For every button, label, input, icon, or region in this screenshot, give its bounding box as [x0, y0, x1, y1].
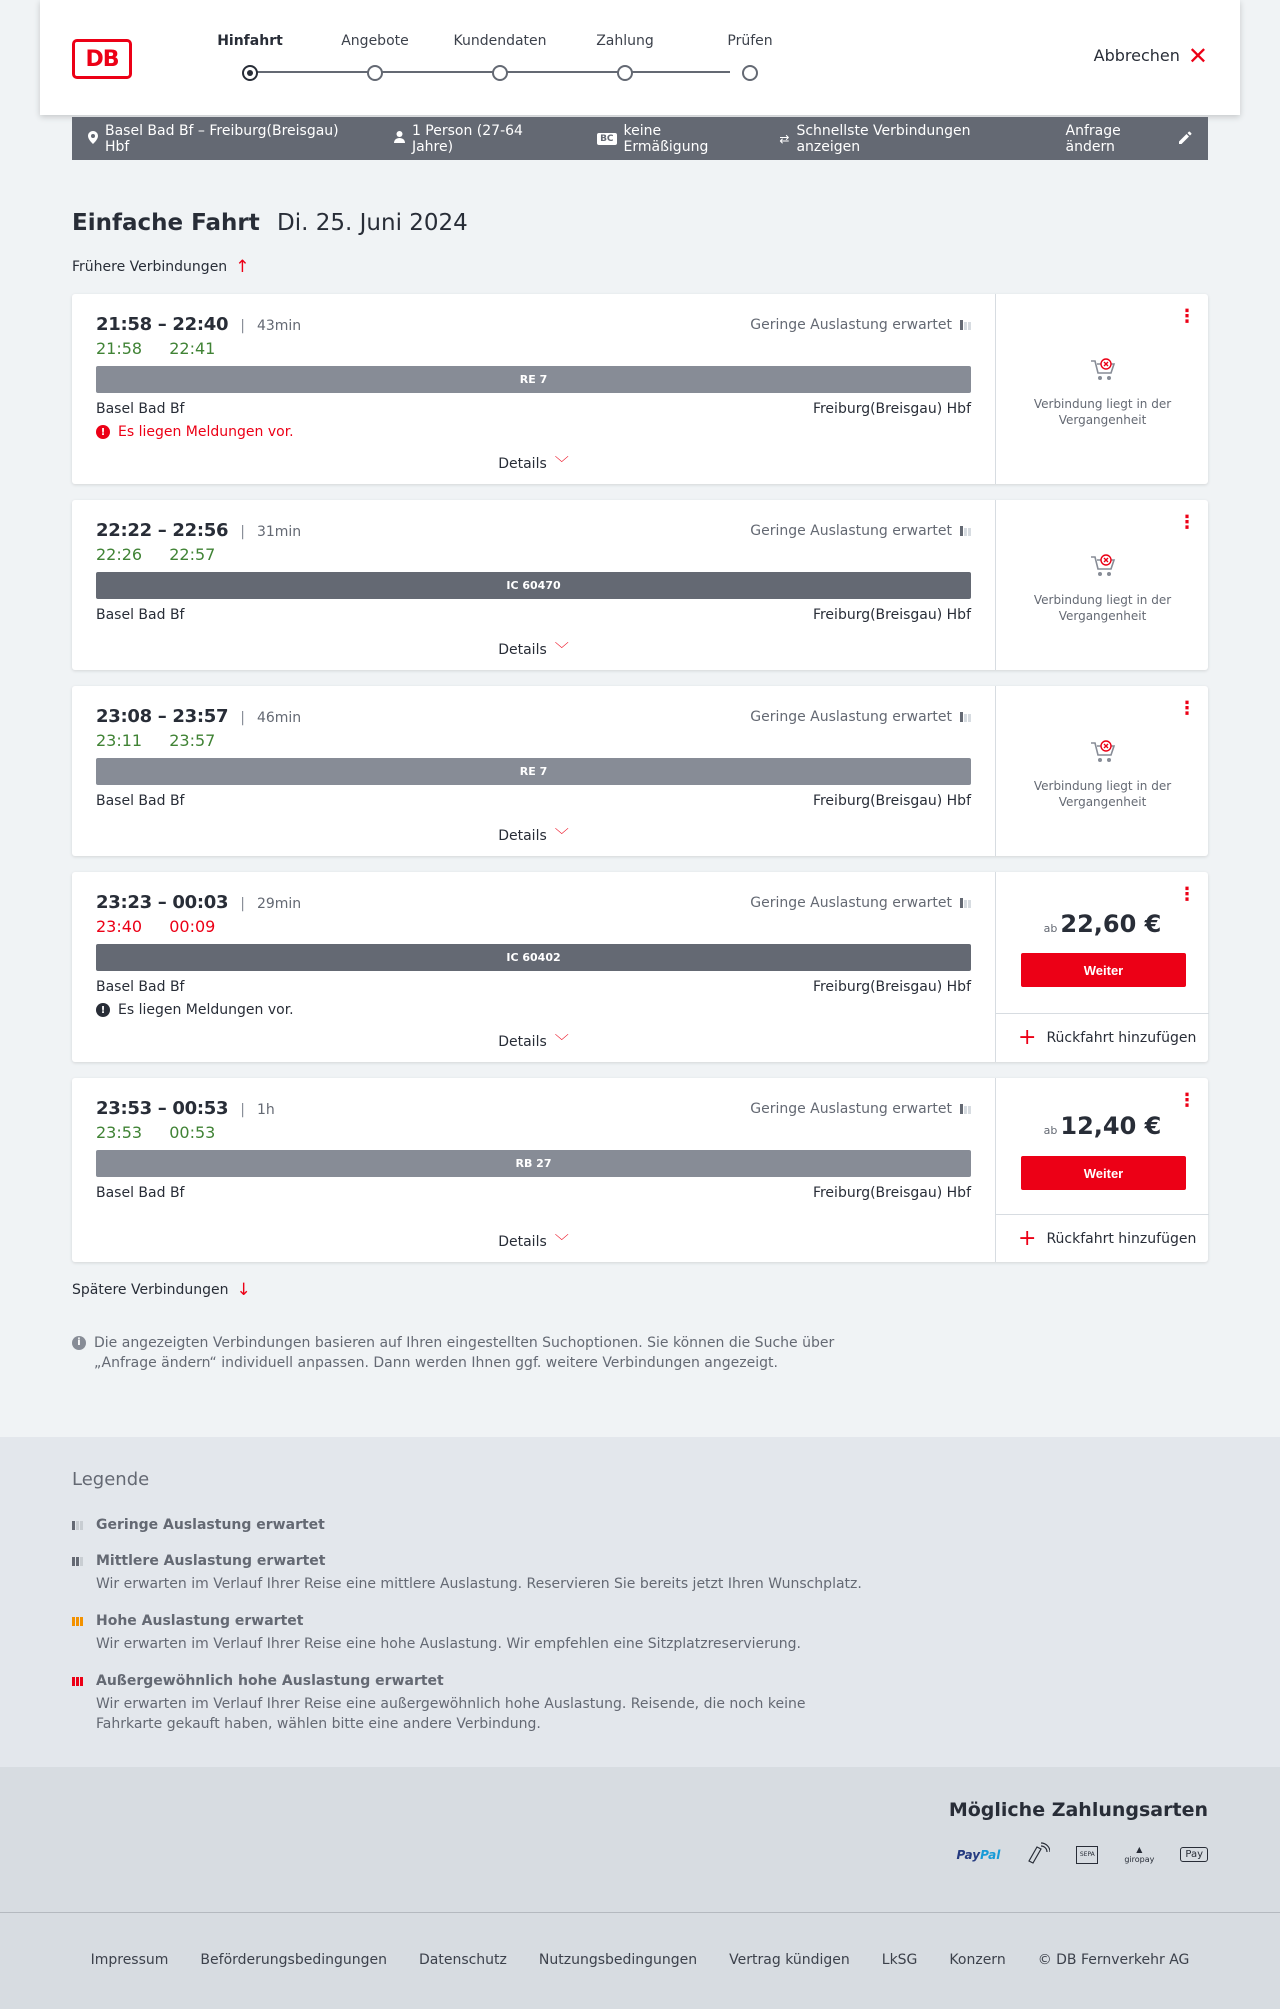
planned-time: 22:22 – 22:56	[96, 520, 229, 541]
occupancy-info	[750, 523, 971, 539]
connection-card[interactable]	[72, 686, 1208, 856]
occupancy-text: Geringe Auslastung erwartet	[750, 317, 952, 333]
legend-item-low	[72, 1517, 872, 1533]
connection-offer	[995, 686, 1208, 856]
planned-time: 21:58 – 22:40	[96, 314, 229, 335]
legend-item-medium	[72, 1553, 872, 1594]
destination-station: Freiburg(Breisgau) Hbf	[812, 793, 971, 809]
step-label: Hinfahrt	[217, 33, 283, 49]
footer-link-cancel-contract[interactable]: Vertrag kündigen	[729, 1952, 850, 1968]
option-summary	[779, 123, 1033, 155]
past-text: Verbindung liegt in der Vergangenheit	[1033, 593, 1172, 623]
cart-unavailable-icon	[1089, 738, 1117, 766]
details-label: Details	[498, 1234, 547, 1250]
earlier-label: Frühere Verbindungen	[72, 259, 228, 275]
details-toggle[interactable]	[72, 1231, 995, 1251]
payment-title: Mögliche Zahlungsarten	[948, 1799, 1208, 1821]
step-label: Angebote	[341, 33, 409, 49]
change-request-button[interactable]	[1066, 123, 1192, 155]
separator: |	[240, 1102, 245, 1118]
page-title	[72, 210, 468, 236]
train-name: RE 7	[519, 373, 548, 386]
giropay-label: giropay	[1124, 1854, 1155, 1864]
chevron-down-icon: ﹀	[554, 1034, 569, 1050]
occupancy-info	[750, 317, 971, 333]
duration: 31min	[256, 524, 302, 540]
duration: 46min	[256, 710, 302, 726]
legend-item-title: Außergewöhnlich hohe Auslastung erwartet	[96, 1673, 444, 1689]
step-kundendaten	[440, 33, 560, 81]
origin-station: Basel Bad Bf	[96, 401, 185, 417]
credit-card-contactless-icon	[1026, 1842, 1050, 1867]
realtime-departure: 22:26	[96, 545, 143, 564]
discount-text: keine Ermäßigung	[623, 122, 709, 155]
step-dot	[367, 65, 383, 81]
occupancy-low-icon	[960, 320, 971, 330]
separator: |	[240, 524, 245, 540]
realtime-departure: 23:53	[96, 1123, 143, 1142]
past-connection-info	[996, 552, 1209, 624]
legend-item-title: Hohe Auslastung erwartet	[96, 1613, 304, 1629]
add-return-label: Rückfahrt hinzufügen	[1046, 1029, 1197, 1046]
swap-arrows-icon: ⇄	[779, 131, 790, 146]
footer-link-impressum[interactable]: Impressum	[90, 1952, 169, 1968]
price-prefix: ab	[1043, 922, 1058, 935]
occupancy-text: Geringe Auslastung erwartet	[750, 1101, 952, 1117]
info-text: Die angezeigten Verbindungen basieren auf Ihren eingestellten Suchoptionen. Sie können die Suche über „Anfrage ändern“ individuell anpassen. Dann werden Ihnen ggf. weitere Verbindungen angezeigt.	[94, 1335, 835, 1371]
footer-link-terms[interactable]: Nutzungsbedingungen	[538, 1952, 698, 1968]
pencil-icon	[1179, 131, 1192, 147]
destination-station: Freiburg(Breisgau) Hbf	[812, 607, 971, 623]
step-angebote	[315, 33, 435, 81]
occupancy-medium-icon	[72, 1557, 86, 1566]
later-connections-link[interactable]	[72, 1280, 251, 1300]
step-label: Zahlung	[596, 33, 654, 49]
occupancy-low-icon	[960, 526, 971, 536]
occupancy-low-icon	[960, 712, 971, 722]
arrow-down-icon: ↓	[236, 1280, 251, 1300]
footer-copyright: © DB Fernverkehr AG	[1037, 1952, 1190, 1968]
connection-offer	[995, 500, 1208, 670]
step-pruefen	[690, 33, 810, 81]
planned-time: 23:23 – 00:03	[96, 892, 229, 913]
step-dot	[617, 65, 633, 81]
more-options-icon[interactable]: ⋮	[1178, 306, 1196, 327]
footer	[0, 1912, 1280, 2009]
realtime-times	[96, 917, 237, 936]
step-dot	[742, 65, 758, 81]
occupancy-info	[750, 1101, 971, 1117]
origin-station: Basel Bad Bf	[96, 793, 185, 809]
search-summary-bar	[72, 117, 1208, 160]
footer-link-konzern[interactable]: Konzern	[949, 1952, 1006, 1968]
realtime-times	[96, 731, 237, 750]
realtime-departure: 21:58	[96, 339, 143, 358]
footer-link-conditions[interactable]: Beförderungsbedingungen	[200, 1952, 387, 1968]
step-dot	[242, 65, 258, 81]
discount-summary	[597, 123, 747, 155]
origin-station: Basel Bad Bf	[96, 979, 185, 995]
paypal-text-a: Pay	[956, 1847, 981, 1862]
continue-button[interactable]: Weiter	[1021, 953, 1186, 987]
more-options-icon[interactable]: ⋮	[1178, 1090, 1196, 1111]
realtime-arrival: 00:09	[169, 917, 216, 936]
train-bar[interactable]	[96, 572, 971, 599]
chevron-down-icon: ﹀	[554, 828, 569, 844]
applepay-label: Pay	[1185, 1849, 1203, 1860]
legend-item-title: Geringe Auslastung erwartet	[96, 1517, 325, 1533]
realtime-arrival: 22:57	[169, 545, 216, 564]
route-text: Basel Bad Bf – Freiburg(Breisgau) Hbf	[105, 122, 339, 155]
alert-text: Es liegen Meldungen vor.	[118, 424, 294, 440]
past-text: Verbindung liegt in der Vergangenheit	[1033, 779, 1172, 809]
train-name: RB 27	[515, 1157, 552, 1170]
realtime-times	[96, 545, 237, 564]
connection-offer	[995, 1078, 1208, 1262]
connection-main	[72, 1078, 995, 1262]
bahncard-icon: BC	[597, 133, 616, 145]
trip-type: Einfache Fahrt	[72, 210, 260, 236]
payment-icons	[957, 1842, 1209, 1867]
search-info-note	[72, 1333, 852, 1373]
traveller-summary	[394, 123, 565, 155]
trip-date: Di. 25. Juni 2024	[277, 210, 468, 236]
legend-item-high	[72, 1613, 872, 1654]
step-label: Prüfen	[727, 33, 773, 49]
plus-icon: +	[1018, 1225, 1037, 1251]
paypal-text-b: Pal	[980, 1847, 1001, 1862]
logo-text: DB	[85, 46, 119, 72]
booking-header	[40, 0, 1240, 115]
connection-card[interactable]	[72, 1078, 1208, 1262]
occupancy-text: Geringe Auslastung erwartet	[750, 709, 952, 725]
train-name: RE 7	[519, 765, 548, 778]
price-prefix: ab	[1043, 1124, 1058, 1137]
connection-card[interactable]	[72, 872, 1208, 1062]
option-text: Schnellste Verbindungen anzeigen	[796, 122, 971, 155]
details-label: Details	[498, 1034, 547, 1050]
connection-main	[72, 500, 995, 670]
footer-link-lksg[interactable]: LkSG	[881, 1952, 918, 1968]
connection-offer	[995, 872, 1208, 1062]
price-value: 12,40 €	[1060, 1112, 1162, 1140]
occupancy-high-icon	[72, 1617, 86, 1626]
legend-item-desc: Wir erwarten im Verlauf Ihrer Reise eine hohe Auslastung. Wir empfehlen eine Sitzplatzreservierung.	[96, 1636, 801, 1652]
origin-station: Basel Bad Bf	[96, 1185, 185, 1201]
person-icon	[394, 131, 405, 146]
payment-methods-section	[0, 1767, 1280, 1912]
legend-item-desc: Wir erwarten im Verlauf Ihrer Reise eine außergewöhnlich hohe Auslastung. Reisende, die noch keine Fahrkarte gekauft haben, wählen bitte eine andere Verbindung.	[96, 1696, 806, 1732]
legend-item-title: Mittlere Auslastung erwartet	[96, 1553, 326, 1569]
occupancy-info	[750, 709, 971, 725]
details-toggle[interactable]	[72, 1031, 995, 1051]
add-return-label: Rückfahrt hinzufügen	[1046, 1230, 1197, 1247]
planned-time: 23:53 – 00:53	[96, 1098, 229, 1119]
location-pin-icon	[88, 131, 98, 147]
occupancy-low-icon	[960, 1104, 971, 1114]
details-label: Details	[498, 642, 547, 658]
chevron-down-icon: ﹀	[554, 642, 569, 658]
alert-icon: !	[96, 1003, 110, 1017]
connection-main	[72, 294, 995, 484]
alert-message	[96, 424, 294, 440]
realtime-departure: 23:40	[96, 917, 143, 936]
cart-unavailable-icon	[1089, 356, 1117, 384]
realtime-times	[96, 1123, 237, 1142]
legend-section	[0, 1437, 1280, 1767]
train-name: IC 60402	[506, 951, 561, 964]
arrow-up-icon: ↑	[235, 257, 250, 277]
past-connection-info	[996, 738, 1209, 810]
duration: 29min	[256, 896, 302, 912]
step-label: Kundendaten	[453, 33, 547, 49]
separator: |	[240, 710, 245, 726]
earlier-connections-link[interactable]	[72, 257, 249, 277]
separator: |	[240, 896, 245, 912]
connection-card[interactable]	[72, 500, 1208, 670]
details-toggle[interactable]	[72, 639, 995, 659]
step-hinfahrt	[190, 33, 310, 81]
paypal-icon	[957, 1848, 1001, 1862]
later-label: Spätere Verbindungen	[72, 1282, 229, 1298]
occupancy-text: Geringe Auslastung erwartet	[750, 895, 952, 911]
realtime-departure: 23:11	[96, 731, 143, 750]
occupancy-info	[750, 895, 971, 911]
realtime-arrival: 22:41	[169, 339, 216, 358]
add-return-button[interactable]	[996, 1214, 1209, 1262]
connection-offer	[995, 294, 1208, 484]
planned-times	[96, 706, 301, 727]
legend-title: Legende	[72, 1469, 150, 1490]
destination-station: Freiburg(Breisgau) Hbf	[812, 979, 971, 995]
step-dot	[492, 65, 508, 81]
origin-station: Basel Bad Bf	[96, 607, 185, 623]
continue-button[interactable]: Weiter	[1021, 1156, 1186, 1190]
sepa-icon: SEPA	[1076, 1846, 1098, 1864]
more-options-icon[interactable]: ⋮	[1178, 512, 1196, 533]
duration: 1h	[256, 1102, 275, 1118]
planned-times	[96, 1098, 275, 1119]
more-options-icon[interactable]: ⋮	[1178, 884, 1196, 905]
cancel-label: Abbrechen	[1093, 46, 1180, 65]
add-return-button[interactable]	[996, 1013, 1209, 1061]
destination-station: Freiburg(Breisgau) Hbf	[812, 401, 971, 417]
train-name: IC 60470	[506, 579, 561, 592]
train-bar[interactable]	[96, 366, 971, 393]
info-icon: i	[72, 1336, 86, 1350]
close-icon: ✕	[1187, 41, 1208, 70]
past-connection-info	[996, 356, 1209, 428]
legend-item-very-high	[72, 1673, 872, 1734]
price	[996, 910, 1209, 938]
db-logo[interactable]	[72, 39, 132, 79]
route-summary	[88, 123, 362, 155]
details-label: Details	[498, 456, 547, 472]
realtime-arrival: 00:53	[169, 1123, 216, 1142]
traveller-text: 1 Person (27-64 Jahre)	[411, 122, 523, 155]
planned-time: 23:08 – 23:57	[96, 706, 229, 727]
giropay-icon: ▲ giropay	[1124, 1844, 1155, 1864]
cart-unavailable-icon	[1089, 552, 1117, 580]
separator: |	[240, 318, 245, 334]
chevron-down-icon: ﹀	[554, 1234, 569, 1250]
alert-icon: !	[96, 425, 110, 439]
details-toggle[interactable]	[72, 453, 995, 473]
cancel-button[interactable]	[1093, 41, 1208, 70]
realtime-times	[96, 339, 237, 358]
train-bar[interactable]	[96, 944, 971, 971]
more-options-icon[interactable]: ⋮	[1178, 698, 1196, 719]
occupancy-low-icon	[960, 898, 971, 908]
planned-times	[96, 314, 301, 335]
progress-stepper	[210, 33, 773, 83]
realtime-arrival: 23:57	[169, 731, 216, 750]
past-text: Verbindung liegt in der Vergangenheit	[1033, 397, 1172, 427]
connection-main	[72, 872, 995, 1062]
planned-times	[96, 892, 301, 913]
footer-link-privacy[interactable]: Datenschutz	[418, 1952, 507, 1968]
chevron-down-icon: ﹀	[554, 456, 569, 472]
duration: 43min	[256, 318, 302, 334]
price-value: 22,60 €	[1060, 910, 1162, 938]
alert-message	[96, 1002, 294, 1018]
step-zahlung	[565, 33, 685, 81]
change-request-label: Anfrage ändern	[1065, 122, 1121, 155]
train-bar[interactable]	[96, 1150, 971, 1177]
apple-pay-icon	[1180, 1847, 1208, 1862]
details-label: Details	[498, 828, 547, 844]
train-bar[interactable]	[96, 758, 971, 785]
plus-icon: +	[1018, 1024, 1037, 1050]
legend-item-desc: Wir erwarten im Verlauf Ihrer Reise eine mittlere Auslastung. Reservieren Sie bereits jetzt Ihren Wunschplatz.	[96, 1576, 862, 1592]
alert-text: Es liegen Meldungen vor.	[118, 1002, 294, 1018]
destination-station: Freiburg(Breisgau) Hbf	[812, 1185, 971, 1201]
connection-main	[72, 686, 995, 856]
footer-links	[0, 1952, 1280, 1968]
connection-card[interactable]	[72, 294, 1208, 484]
occupancy-low-icon	[72, 1521, 86, 1530]
price	[996, 1112, 1209, 1140]
occupancy-text: Geringe Auslastung erwartet	[750, 523, 952, 539]
details-toggle[interactable]	[72, 825, 995, 845]
occupancy-very-high-icon	[72, 1677, 86, 1686]
planned-times	[96, 520, 301, 541]
